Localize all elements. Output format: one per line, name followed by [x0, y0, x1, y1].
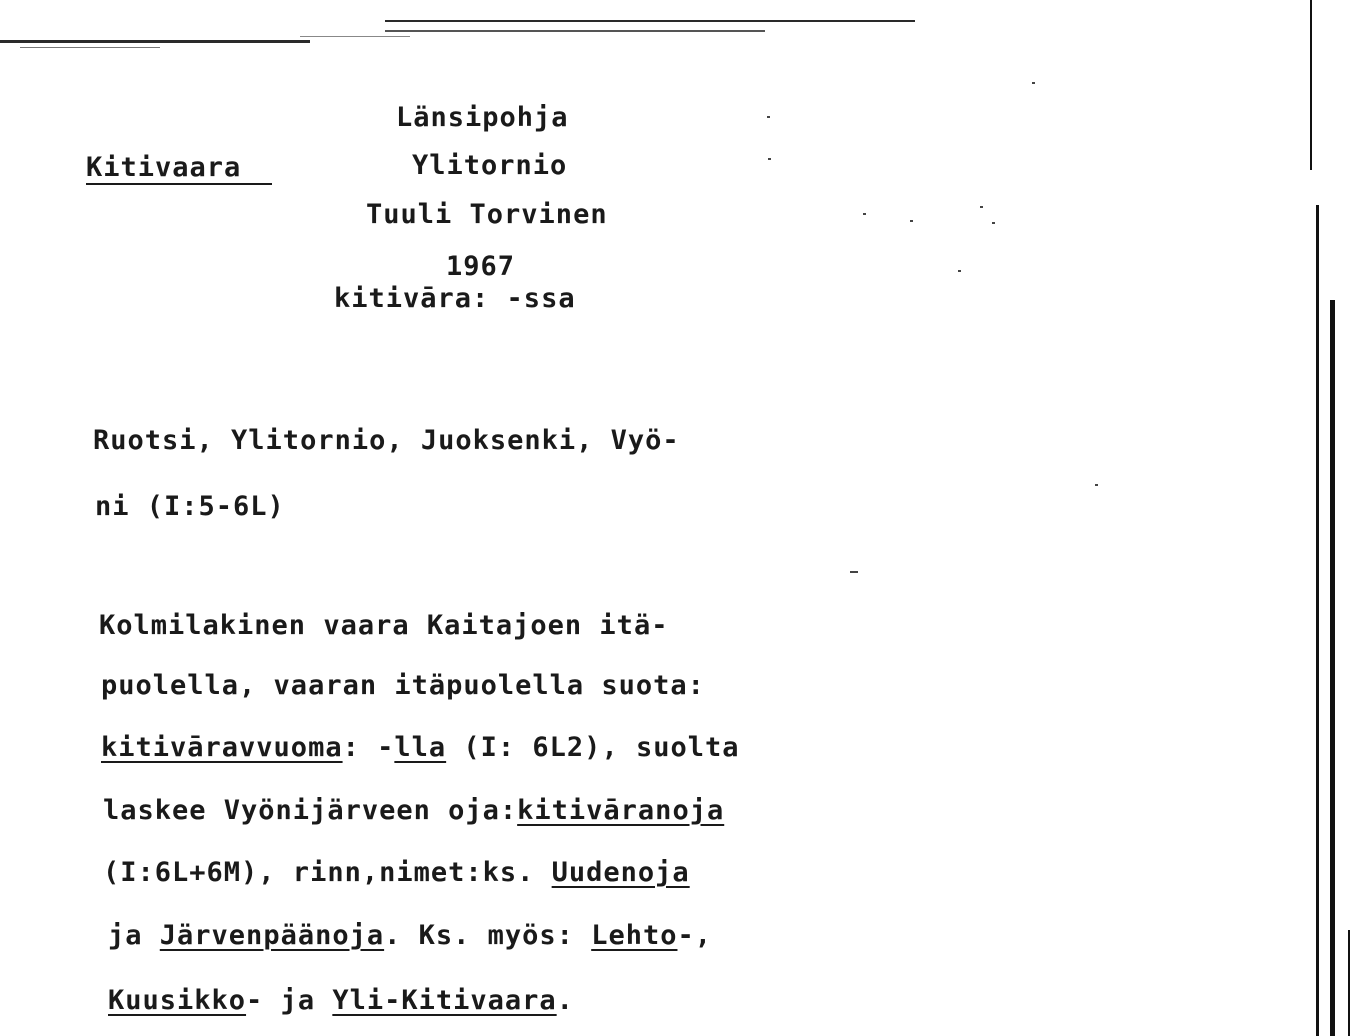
desc-text: : - [342, 732, 395, 763]
place-name-underlined: kitivāranoja [517, 795, 725, 826]
desc-text: . Ks. myös: [384, 920, 592, 951]
desc-text: Kolmilakinen vaara [99, 610, 427, 641]
scan-speck [850, 571, 858, 573]
header-year: 1967 [446, 251, 516, 282]
suffix-underlined: lla [394, 732, 447, 763]
description-line-7 [108, 985, 574, 1016]
place-name-underlined: Uudenoja [551, 857, 690, 888]
desc-text: - ja [246, 985, 333, 1016]
location-line-2: ni (I:5-6L) [95, 491, 285, 522]
desc-text: ja [108, 920, 160, 951]
scan-streak [0, 40, 310, 43]
description-line-5 [103, 857, 690, 888]
desc-text: itä- [582, 610, 669, 641]
desc-text: -, [677, 920, 712, 951]
header-municipality: Ylitornio [412, 150, 568, 181]
place-name-underlined: Järvenpäänoja [159, 920, 385, 951]
header-collector: Tuuli Torvinen [366, 199, 608, 230]
scan-streak [300, 36, 410, 37]
description-line-1 [99, 610, 668, 641]
scan-streak [385, 30, 765, 32]
desc-text: (I:6L+6M), rinn,nimet:ks. [103, 857, 552, 888]
scan-streak [20, 47, 160, 48]
title-underline [86, 183, 272, 185]
desc-text: (I: 6L2), suolta [446, 732, 740, 763]
location-line-1: Ruotsi, Ylitornio, Juoksenki, Vyö- [93, 425, 680, 456]
description-line-6 [108, 920, 712, 951]
scan-speck [768, 158, 771, 160]
description-line-4 [103, 795, 724, 826]
scan-streak [385, 20, 915, 22]
card-edge-line [1348, 930, 1350, 1036]
scan-speck [767, 116, 770, 118]
place-name-underlined: Lehto [591, 920, 678, 951]
header-region: Länsipohja [396, 102, 569, 133]
scan-speck [863, 213, 866, 215]
place-name: Kaitajoen [426, 610, 583, 641]
card-title: Kitivaara [86, 152, 242, 183]
card-edge-line [1330, 300, 1335, 1036]
scan-speck [958, 270, 961, 272]
scan-speck [980, 206, 983, 208]
desc-text: laskee Vyönijärveen oja: [103, 795, 518, 826]
desc-text: . [556, 985, 574, 1016]
scan-speck [910, 220, 913, 222]
place-name-underlined: Yli-Kitivaara [332, 985, 557, 1016]
scan-speck [992, 222, 995, 224]
scan-speck [1095, 484, 1098, 486]
description-line-2: puolella, vaaran itäpuolella suota: [101, 670, 705, 701]
card-edge-line [1310, 0, 1312, 170]
place-name-underlined: Kuusikko [108, 985, 247, 1016]
card-edge-line [1316, 205, 1319, 1036]
place-name-underlined: kitivāravvuoma [101, 732, 343, 763]
description-line-3 [101, 732, 739, 763]
scan-speck [1032, 82, 1035, 84]
header-phonetic: kitivāra: -ssa [334, 283, 576, 314]
